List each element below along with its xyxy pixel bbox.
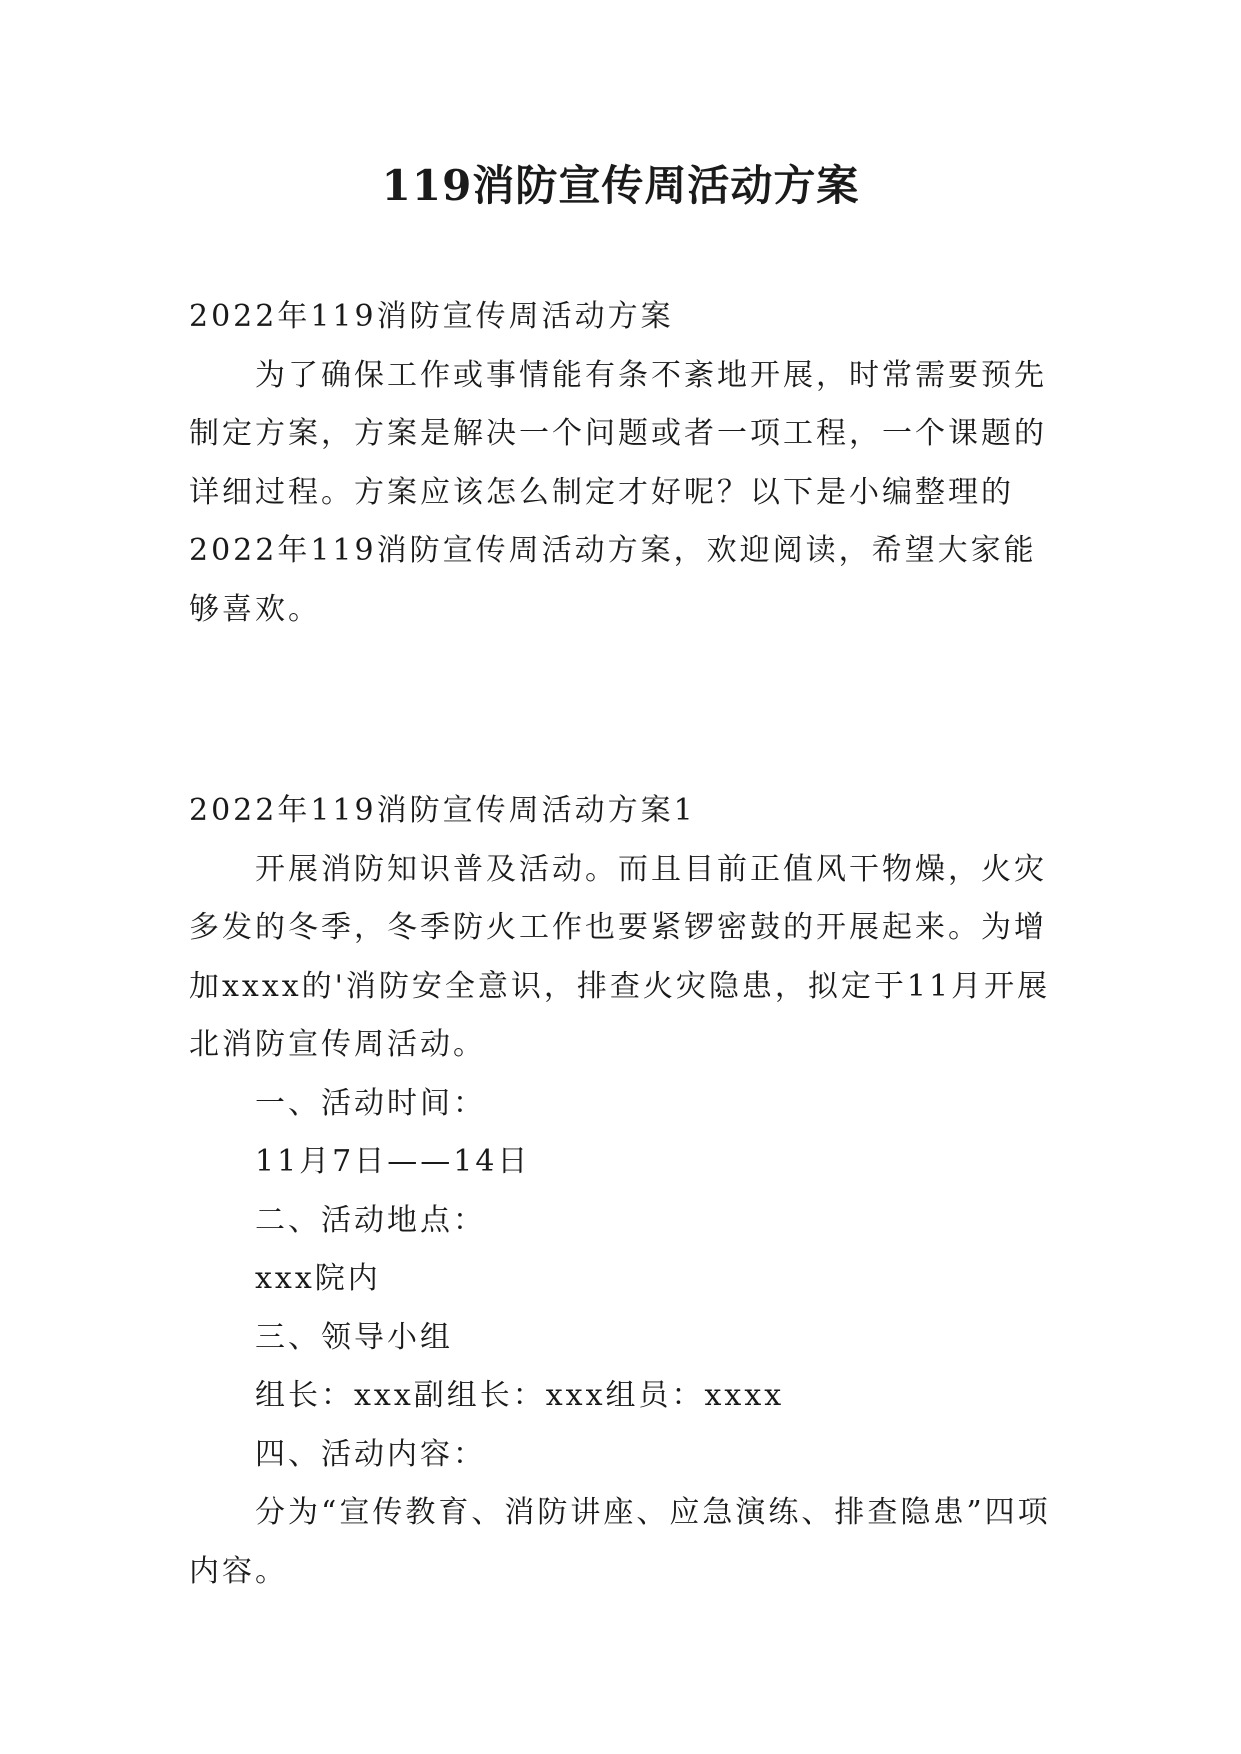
section-spacer (189, 639, 1055, 782)
activity-content-paragraph: 分为“宣传教育、消防讲座、应急演练、排查隐患”四项内容。 (189, 1495, 1051, 1589)
intro-paragraph: 为了确保工作或事情能有条不紊地开展，时常需要预先制定方案，方案是解决一个问题或者一项工程，一个课题的详细过程。方案应该怎么制定才好呢？以下是小编整理的2022年119消防宣传周活动方案，欢迎阅读，希望大家能够喜欢。 (189, 357, 1047, 627)
leadership-group-heading: 三、领导小组 (255, 1319, 453, 1355)
document-body (189, 288, 1055, 1601)
activity-time-heading: 一、活动时间： (255, 1085, 486, 1121)
section-paragraph: 开展消防知识普及活动。而且目前正值风干物燥，火灾多发的冬季，冬季防火工作也要紧锣密鼓的开展起来。为增加xxxx的'消防安全意识，排查火灾隐患，拟定于11月开展北消防宣传周活动。 (189, 851, 1051, 1062)
document-title: 119消防宣传周活动方案 (381, 161, 860, 210)
leadership-group-members: 组长：xxx副组长：xxx组员：xxxx (255, 1378, 785, 1413)
activity-location-heading: 二、活动地点： (255, 1202, 486, 1238)
activity-location-value: xxx院内 (255, 1261, 381, 1296)
activity-content-heading: 四、活动内容： (255, 1436, 486, 1472)
section-heading: 2022年119消防宣传周活动方案1 (189, 793, 696, 828)
activity-time-value: 11月7日——14日 (255, 1144, 531, 1179)
intro-heading: 2022年119消防宣传周活动方案 (189, 299, 674, 334)
